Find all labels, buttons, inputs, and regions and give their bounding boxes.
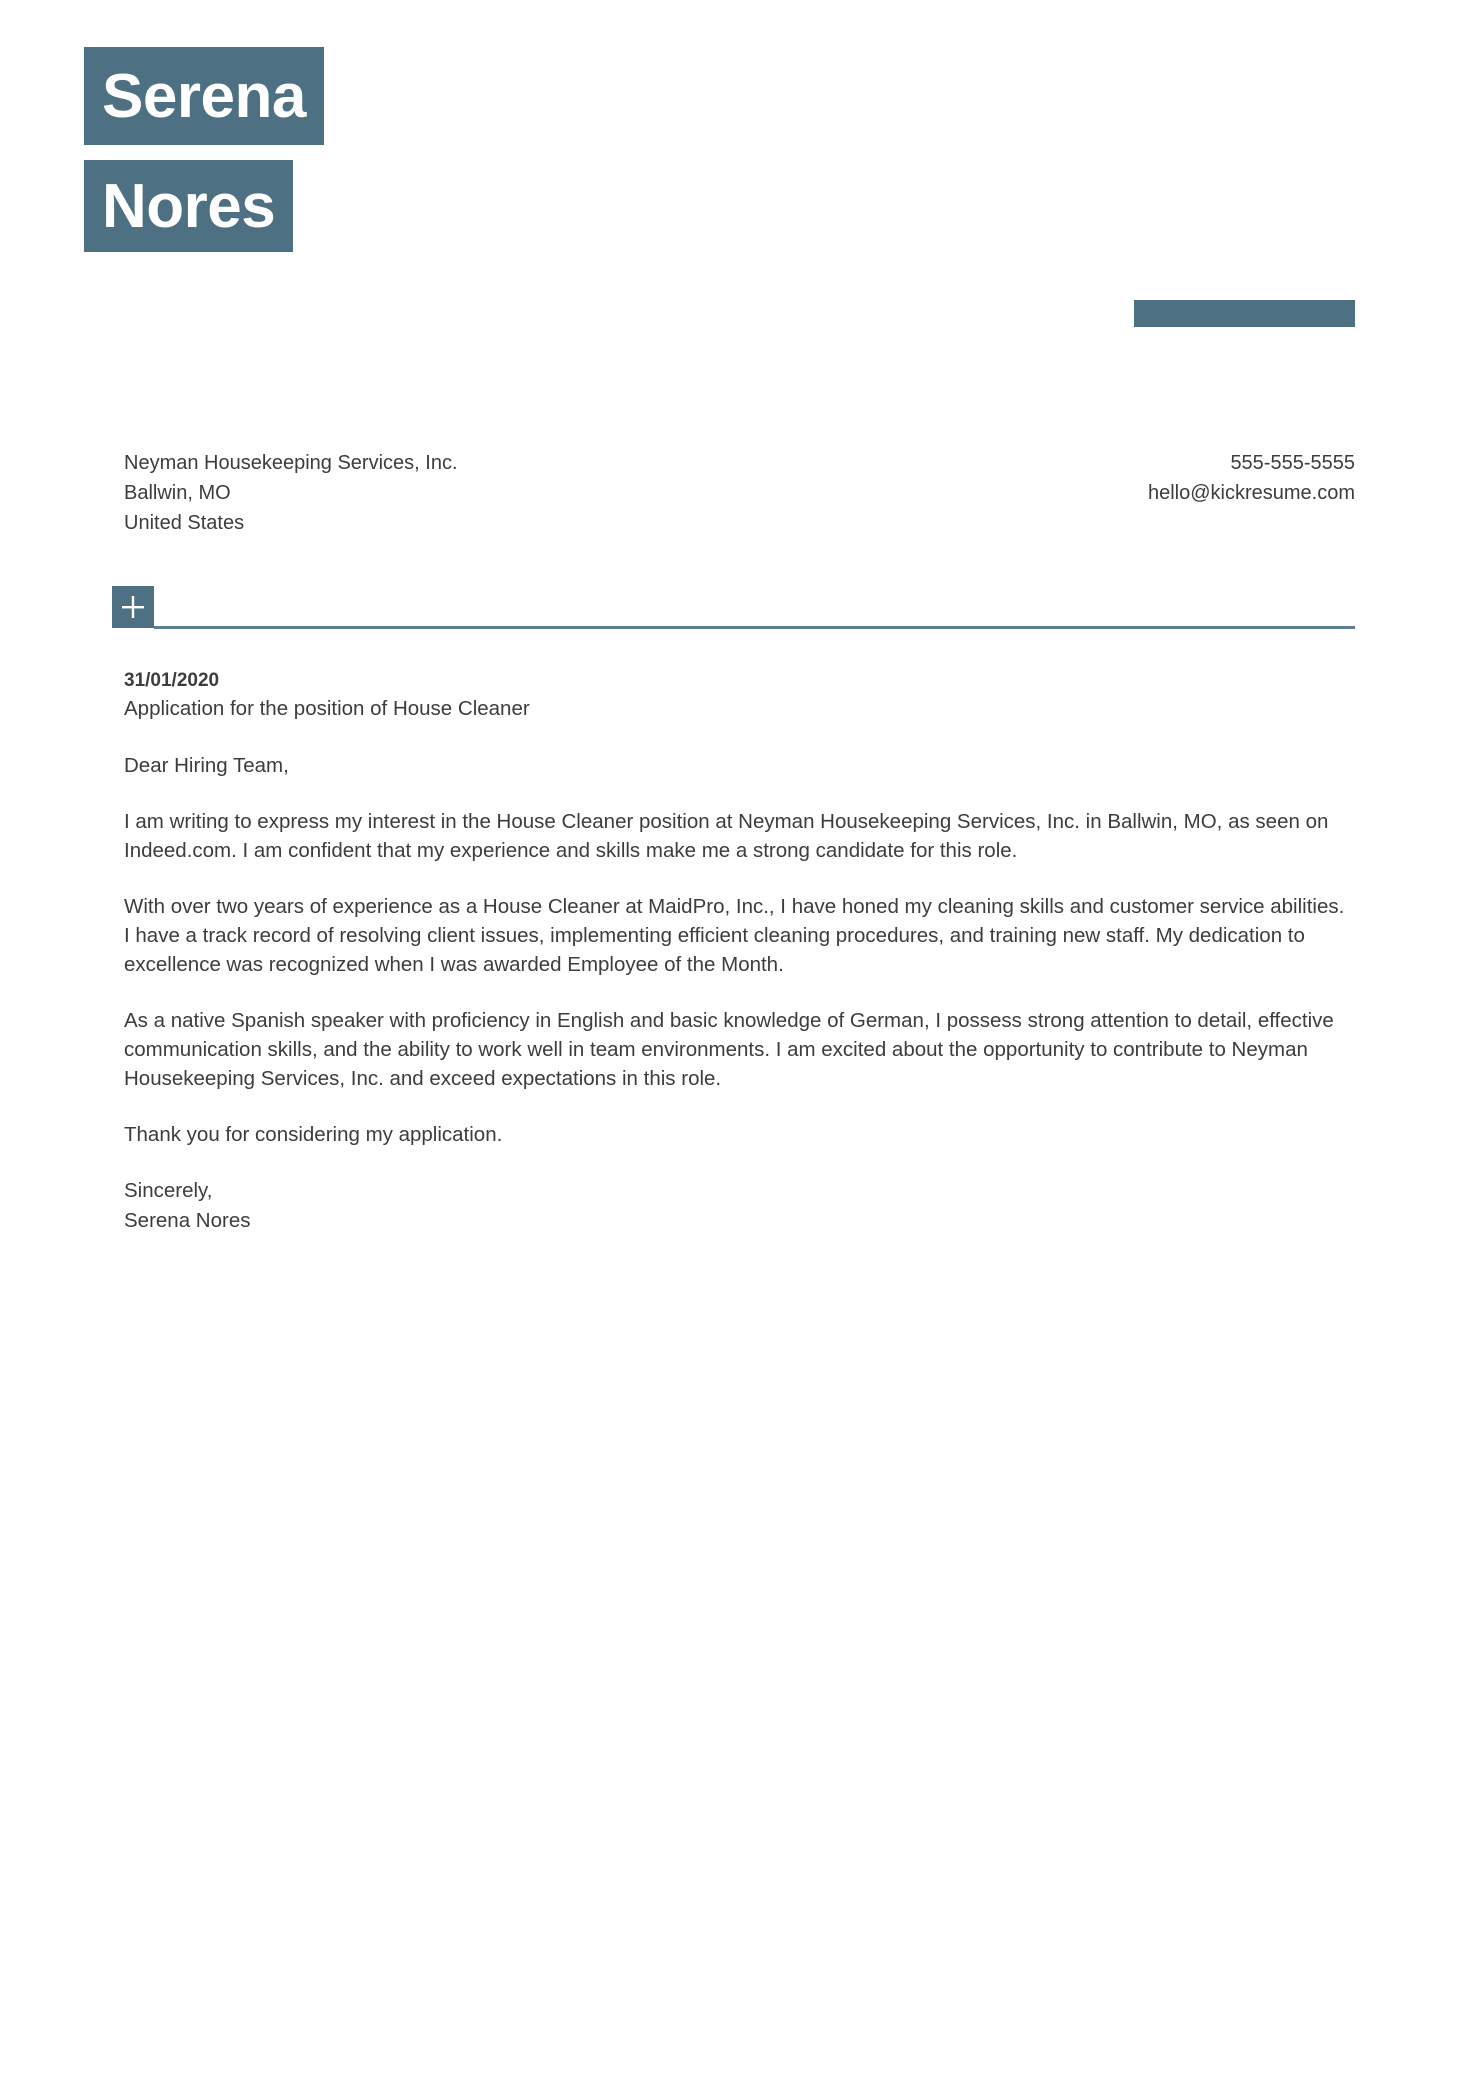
spacer [124,865,1355,892]
letter-paragraph-4: Thank you for considering my application. [124,1123,503,1146]
recipient-address [124,448,458,538]
divider-rule [154,626,1355,629]
spacer [124,979,1355,1006]
letter-paragraph-2: With over two years of experience as a House Cleaner at MaidPro, Inc., I have honed my cleaning skills and customer service abilities. I have a track record of resolving client issues, implementing efficient cleaning procedures, and training new staff. My dedication to excellence was recognized when I was awarded Employee of the Month. [124,895,1345,976]
letter-paragraph-1: I am writing to express my interest in the House Cleaner position at Neyman Housekeeping Services, Inc. in Ballwin, MO, as seen on Indeed.com. I am confident that my experience and skills make me a strong candidate for this role. [124,810,1329,862]
spacer [124,1093,1355,1120]
email-address: hello@kickresume.com [1147,482,1355,504]
recipient-company: Neyman Housekeeping Services, Inc. [124,452,458,474]
sender-contact [1148,448,1355,508]
accent-bar [1134,300,1355,327]
last-name-block: Nores [84,160,293,252]
signature-name: Serena Nores [124,1209,251,1232]
contact-area [124,448,1355,538]
spacer [124,1149,1355,1176]
spacer [124,780,1355,807]
plus-icon [112,586,154,628]
letter-paragraph-3: As a native Spanish speaker with proficiency in English and basic knowledge of German, I possess strong attention to detail, effective communication skills, and the ability to work well in team environments. I am excited about the opportunity to contribute to Neyman Housekeeping Services, Inc. and exceed expectations in this role. [124,1009,1334,1090]
recipient-country: United States [124,512,245,534]
letter-body [124,668,1355,1236]
letter-subject: Application for the position of House Cleaner [124,697,530,720]
letter-salutation: Dear Hiring Team, [124,754,289,777]
letter-closing: Sincerely, [124,1179,213,1202]
phone-number: 555-555-5555 [1230,452,1355,474]
letter-date: 31/01/2020 [124,670,220,691]
spacer [124,724,1355,751]
recipient-city-state: Ballwin, MO [124,482,231,504]
first-name-block: Serena [84,47,324,145]
section-divider [112,586,1355,630]
